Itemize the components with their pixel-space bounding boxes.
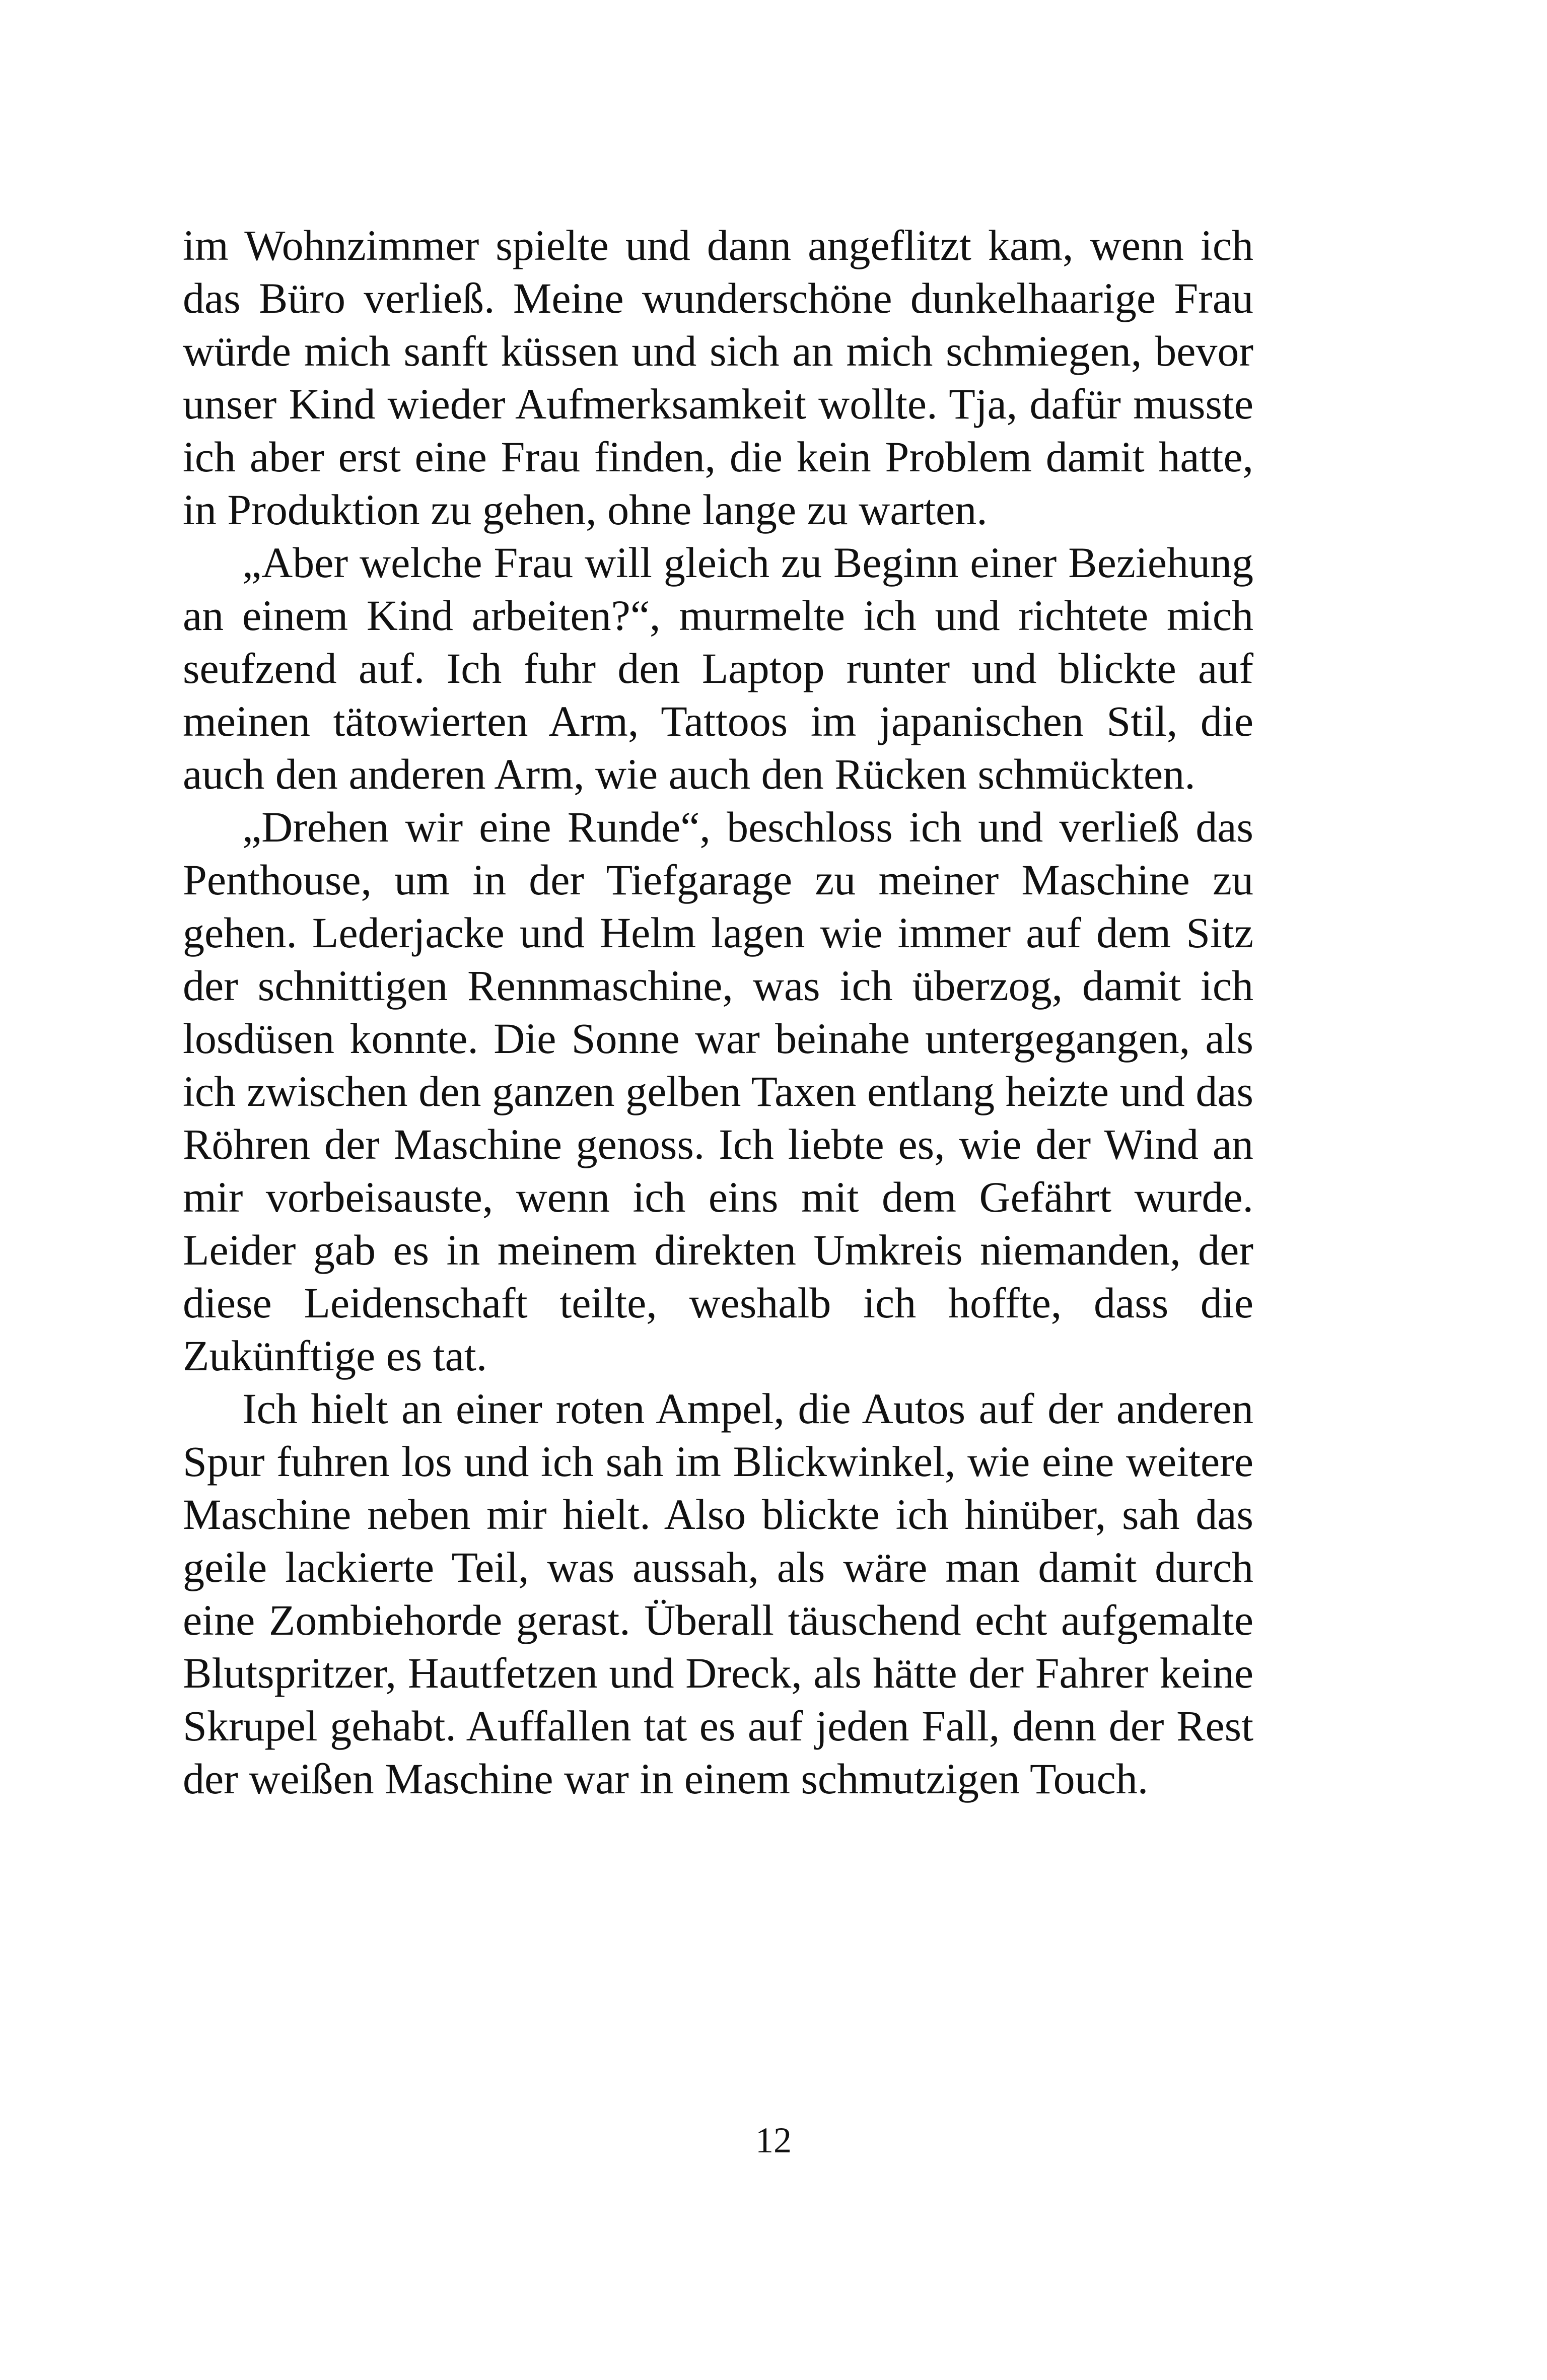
paragraph-2: „Aber welche Frau will gleich zu Beginn einer Beziehung an einem Kind arbeiten?“, murmelte ich und richtete mich seufzend auf. Ich fuhr den Laptop runter und blickte auf meinen tätowierten Arm, Tattoos im japanischen Stil, die auch den anderen Arm, wie auch den Rücken schmückten. — [183, 538, 1253, 798]
page-number: 12 — [755, 2120, 792, 2160]
body-text — [183, 219, 1253, 1805]
paragraph-4: Ich hielt an einer roten Ampel, die Autos auf der anderen Spur fuhren los und ich sah im Blickwinkel, wie eine weitere Maschine neben mir hielt. Also blickte ich hinüber, sah das geile lackierte Teil, was aussah, als wäre man damit durch eine Zombiehorde gerast. Überall täuschend echt aufgemalte Blutspritzer, Hautfetzen und Dreck, als hätte der Fahrer keine Skrupel gehabt. Auffallen tat es auf jeden Fall, denn der Rest der weißen Maschine war in einem schmutzigen Touch. — [183, 1384, 1253, 1803]
paragraph-3: „Drehen wir eine Runde“, beschloss ich und verließ das Penthouse, um in der Tiefgarage zu meiner Maschine zu gehen. Lederjacke und Helm lagen wie immer auf dem Sitz der schnittigen Rennmaschine, was ich überzog, damit ich losdüsen konnte. Die Sonne war beinahe untergegangen, als ich zwischen den ganzen gelben Taxen entlang heizte und das Röhren der Maschine genoss. Ich liebte es, wie der Wind an mir vorbeisauste, wenn ich eins mit dem Gefährt wurde. Leider gab es in meinem direkten Umkreis niemanden, der diese Leidenschaft teilte, weshalb ich hoffte, dass die Zukünftige es tat. — [183, 803, 1253, 1380]
paragraph-1: im Wohnzimmer spielte und dann angeflitzt kam, wenn ich das Büro verließ. Meine wunderschöne dunkelhaarige Frau würde mich sanft küssen und sich an mich schmiegen, bevor unser Kind wieder Aufmerksamkeit wollte. Tja, dafür musste ich aber erst eine Frau finden, die kein Problem damit hatte, in Produktion zu gehen, ohne lange zu warten. — [183, 221, 1253, 534]
